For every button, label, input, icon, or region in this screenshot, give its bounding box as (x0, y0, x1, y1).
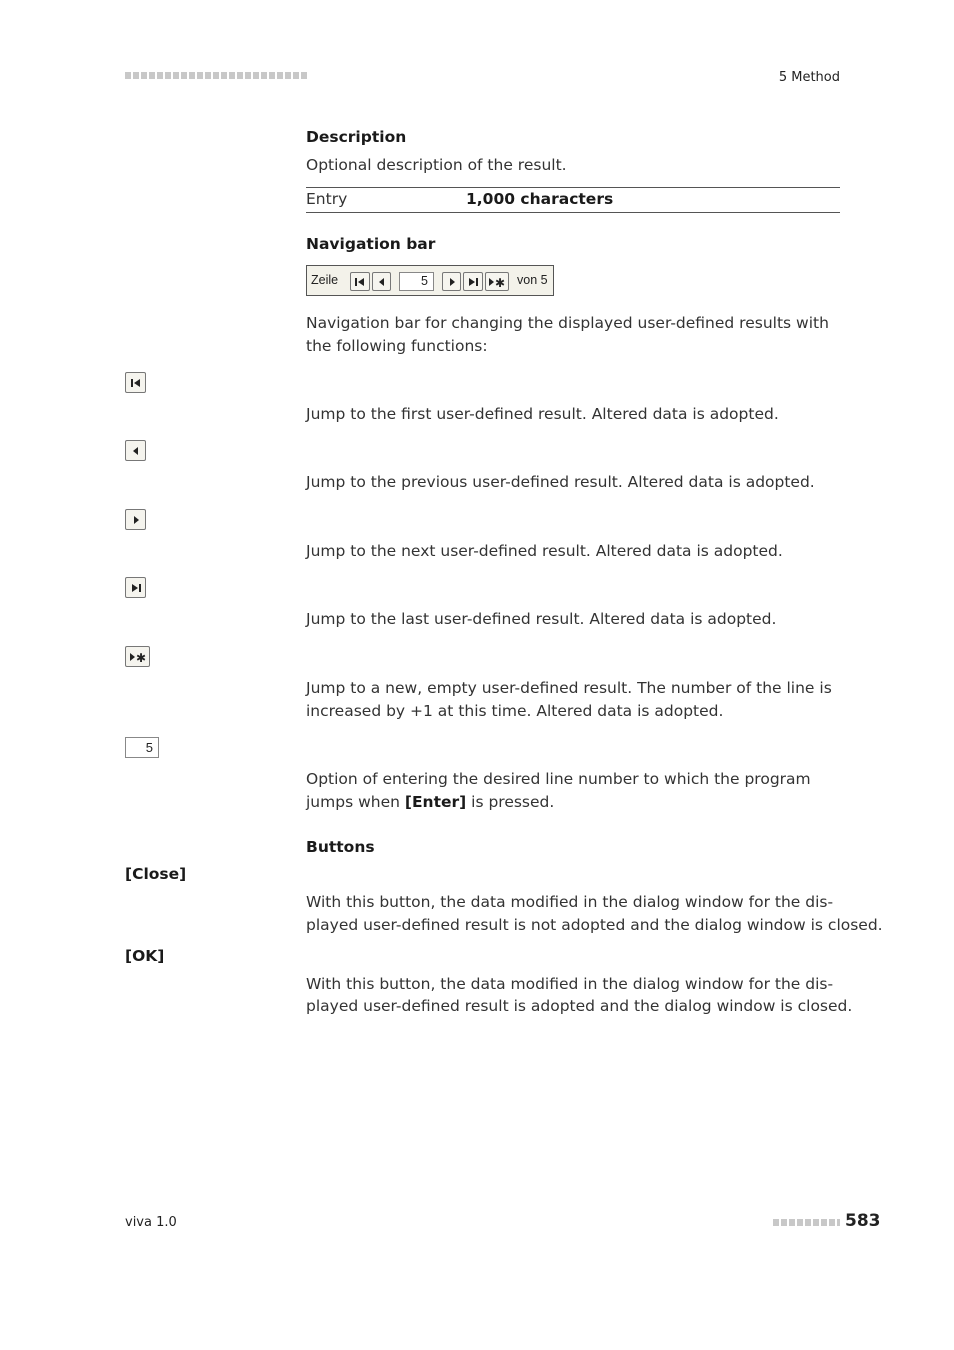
row-number-field[interactable]: 5 (399, 272, 434, 291)
row-number-description-end: is pressed. (466, 792, 555, 811)
entry-table (306, 187, 840, 213)
new-record-icon (129, 652, 147, 662)
previous-record-description: Jump to the previous user-defined result. Altered data is adopted. (306, 473, 815, 491)
last-record-icon (130, 583, 142, 593)
last-record-button[interactable] (463, 272, 483, 291)
new-record-button[interactable] (485, 272, 509, 291)
navigation-bar-intro: Navigation bar for changing the displayed user-defined results with the following functions: (306, 314, 829, 355)
previous-record-button-example (125, 440, 146, 461)
entry-label: Entry (306, 190, 348, 208)
first-record-button-example (125, 372, 146, 393)
next-record-icon (447, 277, 457, 287)
close-button-label: [Close] (125, 865, 187, 883)
previous-record-icon (377, 277, 387, 287)
next-record-description: Jump to the next user-defined result. Altered data is adopted. (306, 542, 783, 560)
navigation-bar-heading: Navigation bar (306, 235, 436, 253)
first-record-icon (354, 277, 366, 287)
last-record-icon (467, 277, 479, 287)
first-record-icon (130, 378, 142, 388)
previous-record-icon (131, 446, 141, 456)
last-record-button-example (125, 577, 146, 598)
enter-key-label: [Enter] (404, 792, 467, 811)
header-decoration (125, 72, 307, 79)
buttons-heading: Buttons (306, 838, 375, 856)
ok-button-description-line2: played user-defined result is adopted and the dialog window is closed. (306, 997, 853, 1015)
row-number-description-text: Option of entering the desired line number to which the program jumps when (306, 770, 811, 811)
row-number-description (306, 768, 840, 813)
row-label: Zeile (311, 273, 339, 287)
first-record-button[interactable] (350, 272, 370, 291)
next-record-button[interactable] (442, 272, 461, 291)
entry-value: 1,000 characters (466, 190, 614, 208)
description-heading: Description (306, 128, 407, 146)
navigation-bar-widget (306, 265, 554, 296)
first-record-description: Jump to the first user-defined result. Altered data is adopted. (306, 405, 779, 423)
previous-record-button[interactable] (372, 272, 391, 291)
description-text: Optional description of the result. (306, 156, 567, 174)
close-button-description-line1: With this button, the data modified in the dialog window for the dis- (306, 893, 834, 911)
row-number-field-example: 5 (125, 737, 159, 758)
record-count-label: von 5 (517, 273, 548, 287)
footer-decoration (773, 1219, 840, 1226)
last-record-description: Jump to the last user-defined result. Altered data is adopted. (306, 610, 777, 628)
ok-button-description-line1: With this button, the data modified in the dialog window for the dis- (306, 975, 834, 993)
product-name: viva 1.0 (125, 1215, 177, 1230)
page-number: 583 (845, 1211, 881, 1231)
ok-button-label: [OK] (125, 947, 165, 965)
new-record-icon (488, 277, 506, 287)
chapter-title: 5 Method (778, 70, 840, 85)
close-button-description-line2: played user-defined result is not adopted and the dialog window is closed. (306, 916, 883, 934)
next-record-icon (131, 515, 141, 525)
new-record-button-example (125, 646, 150, 667)
svg-text:✱: ✱ (135, 651, 146, 662)
next-record-button-example (125, 509, 146, 530)
new-record-description: Jump to a new, empty user-defined result. The number of the line is increased by +1 at this time. Altered data is adopted. (306, 679, 832, 720)
svg-text:✱: ✱ (495, 276, 506, 287)
